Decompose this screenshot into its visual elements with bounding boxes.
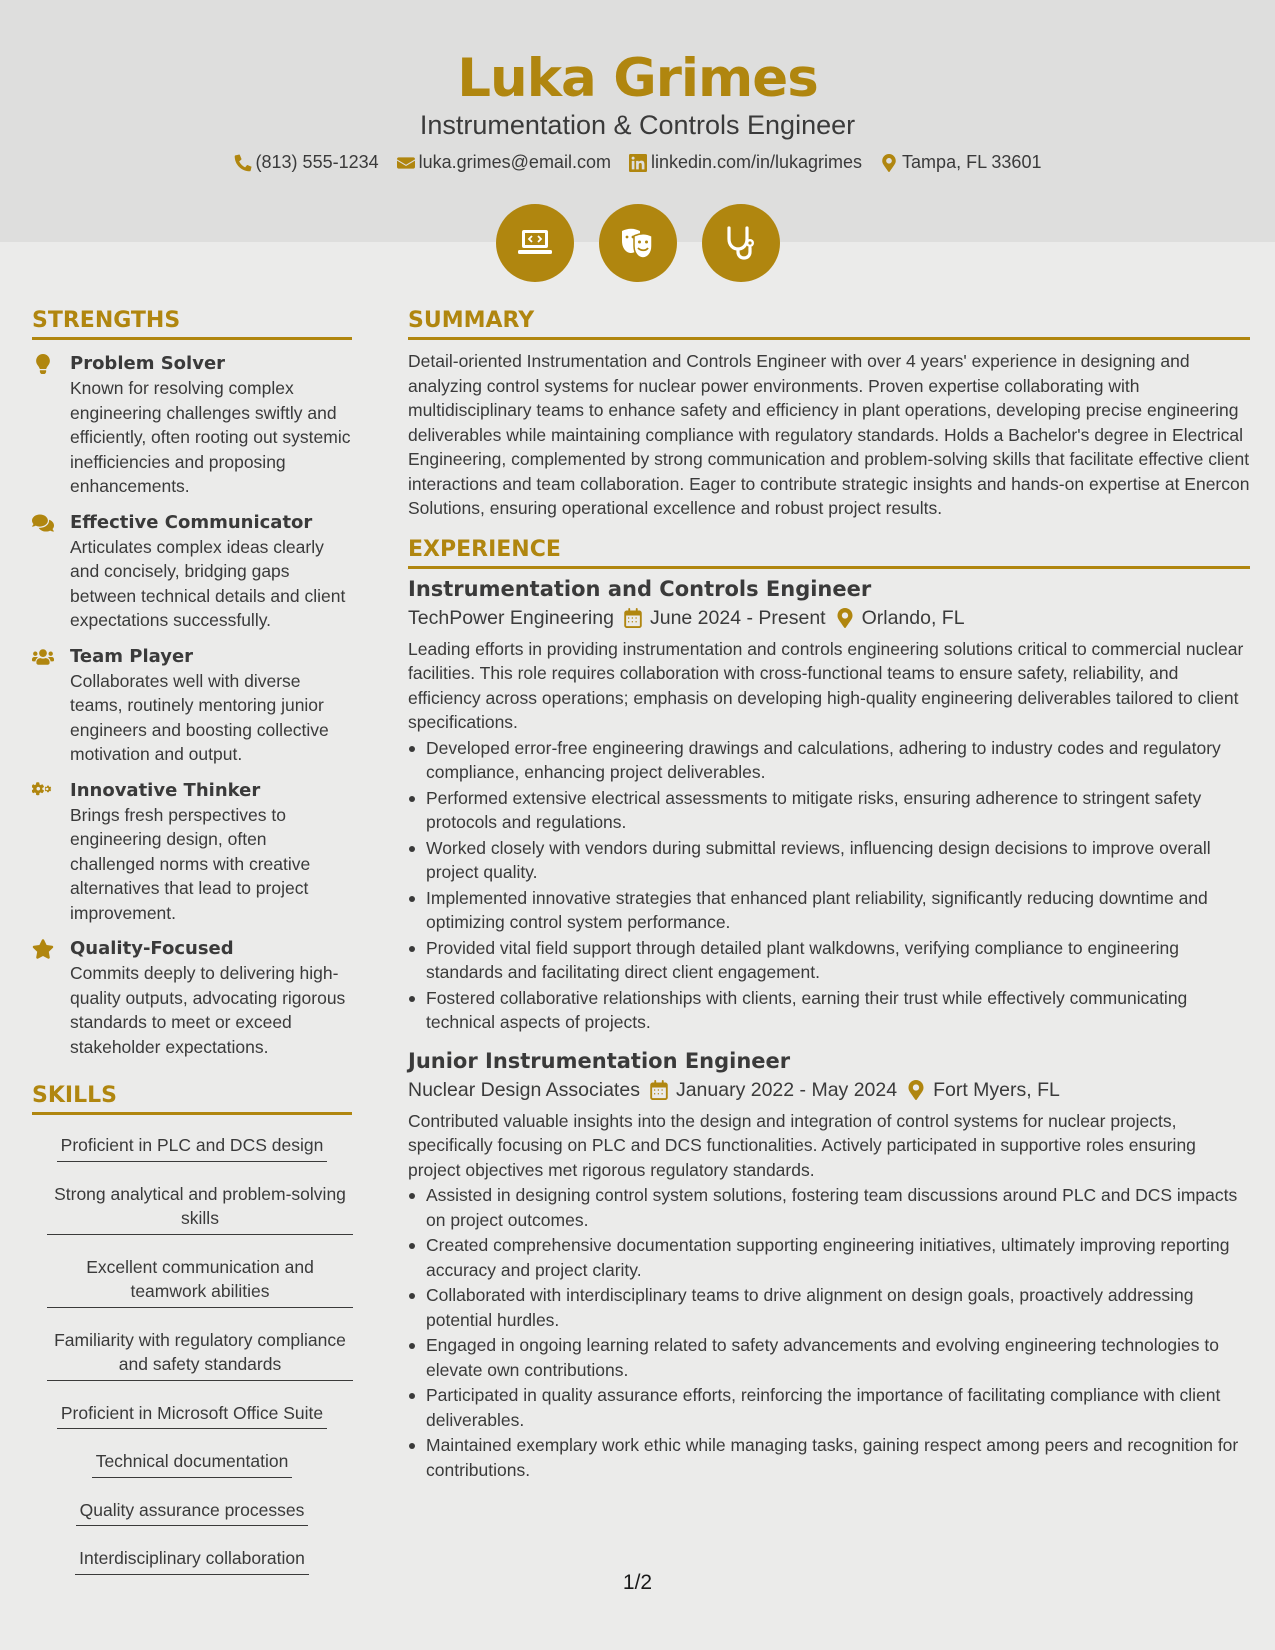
job-location: Fort Myers, FL <box>933 1078 1060 1101</box>
strength-title: Problem Solver <box>70 353 226 374</box>
strength-title: Team Player <box>70 645 194 667</box>
job-location: Orlando, FL <box>861 606 965 629</box>
strength-desc: Commits deeply to delivering high-quality outputs, advocating rigorous standards to meet or exceed stakeholder expectations. <box>70 963 346 1057</box>
skill-item: Excellent communication and teamwork abilities <box>39 1255 345 1310</box>
strengths-heading: STRENGTHS <box>32 308 352 340</box>
bullet-item: Implemented innovative strategies that enhanced plant reliability, significantly reducing downtime and optimizing control system performance. <box>408 886 1250 935</box>
map-marker-icon <box>907 1080 925 1100</box>
comments-icon <box>32 513 54 533</box>
candidate-name: Luka Grimes <box>457 48 818 109</box>
phone-text: (813) 555-1234 <box>255 152 379 172</box>
calendar-icon <box>624 608 642 628</box>
linkedin-icon <box>629 154 647 172</box>
bullet-item: Engaged in ongoing learning related to safety advancements and evolving engineering technologies to elevate own contributions. <box>408 1333 1250 1382</box>
contact-bar <box>0 152 1275 173</box>
skill-item: Proficient in Microsoft Office Suite <box>39 1401 345 1432</box>
skill-item: Interdisciplinary collaboration <box>39 1546 345 1577</box>
job-dates: January 2022 - May 2024 <box>675 1078 898 1101</box>
strength-desc: Known for resolving complex engineering challenges swiftly and efficiently, often rooting out systemic inefficiencies and proposing enhancements. <box>70 378 351 496</box>
contact-linkedin[interactable] <box>629 152 862 173</box>
job-company: TechPower Engineering <box>408 606 614 629</box>
strength-title: Innovative Thinker <box>70 779 261 801</box>
candidate-role: Instrumentation & Controls Engineer <box>419 110 856 140</box>
interest-icons <box>0 204 1275 282</box>
page-number: 1/2 <box>622 1571 653 1594</box>
email-text: luka.grimes@email.com <box>418 152 611 172</box>
users-icon <box>32 647 54 667</box>
map-marker-icon <box>880 154 898 172</box>
job-dates: June 2024 - Present <box>649 606 826 629</box>
cogs-icon <box>32 781 54 801</box>
bullet-item: Fostered collaborative relationships with clients, earning their trust while effectively communicating technical aspects of projects. <box>408 986 1250 1035</box>
bullet-item: Assisted in designing control system solutions, fostering team discussions around PLC and DCS impacts on project outcomes. <box>408 1183 1250 1232</box>
contact-phone[interactable] <box>234 152 379 173</box>
strength-desc: Collaborates well with diverse teams, routinely mentoring junior engineers and boosting collective motivation and output. <box>70 670 329 764</box>
job-title: Junior Instrumentation Engineer <box>408 1048 791 1073</box>
location-text: Tampa, FL 33601 <box>902 152 1042 172</box>
strength-title: Quality-Focused <box>70 938 234 959</box>
left-column <box>32 308 352 1577</box>
summary-heading: SUMMARY <box>408 308 1250 340</box>
strength-item <box>32 511 352 633</box>
job-description: Contributed valuable insights into the design and integration of control systems for nuclear projects, specifically focusing on PLC and DCS functionalities. Actively participated in supportive roles ensuring project objectives met rigorous regulatory standards. <box>408 1110 1196 1180</box>
strength-item <box>32 937 352 1059</box>
job-bullets <box>408 736 1250 1035</box>
phone-icon <box>234 154 252 172</box>
lightbulb-icon <box>32 354 54 374</box>
bullet-item: Maintained exemplary work ethic while managing tasks, gaining respect among peers and recognition for contributions. <box>408 1433 1250 1482</box>
job-company: Nuclear Design Associates <box>408 1078 640 1101</box>
skill-item: Strong analytical and problem-solving skills <box>39 1182 345 1237</box>
bullet-item: Collaborated with interdisciplinary teams to drive alignment on design goals, proactively addressing potential hurdles. <box>408 1283 1250 1332</box>
strength-title: Effective Communicator <box>70 511 313 533</box>
strength-desc: Articulates complex ideas clearly and concisely, bridging gaps between technical details and client expectations successfully. <box>70 536 346 630</box>
envelope-icon <box>397 154 415 172</box>
experience-heading: EXPERIENCE <box>408 537 1250 569</box>
skill-item: Technical documentation <box>39 1449 345 1480</box>
skill-item: Quality assurance processes <box>39 1498 345 1529</box>
bullet-item: Developed error-free engineering drawings and calculations, adhering to industry codes and regulatory compliance, enhancing project deliverables. <box>408 736 1250 785</box>
theater-masks-icon <box>599 204 677 282</box>
job-title: Instrumentation and Controls Engineer <box>408 576 872 601</box>
job-meta <box>408 607 1250 630</box>
strength-item <box>32 779 352 926</box>
bullet-item: Participated in quality assurance efforts, reinforcing the importance of facilitating compliance with client deliverables. <box>408 1383 1250 1432</box>
stethoscope-icon <box>702 204 780 282</box>
contact-email[interactable] <box>397 152 611 173</box>
star-icon <box>32 939 54 959</box>
calendar-icon <box>650 1080 668 1100</box>
bullet-item: Worked closely with vendors during submittal reviews, influencing design decisions to improve overall project quality. <box>408 836 1250 885</box>
summary-text: Detail-oriented Instrumentation and Controls Engineer with over 4 years' experience in designing and analyzing control systems for nuclear power environments. Proven expertise collaborating with multidisciplinary teams to enhance safety and efficiency in plant operations, developing precise engineering deliverables while maintaining compliance with regulatory standards. Holds a Bachelor's degree in Electrical Engineering, complemented by strong communication and problem-solving skills that facilitate effective client interactions and team collaboration. Eager to contribute strategic insights and hands-on expertise at Enercon Solutions, ensuring operational excellence and robust project results. <box>408 351 1250 518</box>
job-meta <box>408 1079 1250 1102</box>
job-entry <box>408 577 1250 1035</box>
job-entry <box>408 1049 1250 1483</box>
strength-item <box>32 645 352 767</box>
bullet-item: Performed extensive electrical assessments to mitigate risks, ensuring adherence to stringent safety protocols and regulations. <box>408 786 1250 835</box>
contact-location <box>880 152 1041 173</box>
skill-item: Proficient in PLC and DCS design <box>39 1133 345 1164</box>
job-description: Leading efforts in providing instrumentation and controls engineering solutions critical to commercial nuclear facilities. This role requires collaboration with cross-functional teams to ensure safety, reliability, and efficiency across operations; emphasis on developing high-quality engineering deliverables tailored to client specifications. <box>408 638 1244 732</box>
map-marker-icon <box>836 608 854 628</box>
skills-heading: SKILLS <box>32 1083 352 1115</box>
strength-desc: Brings fresh perspectives to engineering design, often challenged norms with creative alternatives that lead to project improvement. <box>70 804 311 923</box>
skill-item: Familiarity with regulatory compliance and safety standards <box>39 1328 345 1383</box>
strength-item <box>32 352 352 499</box>
laptop-code-icon <box>496 204 574 282</box>
linkedin-text: linkedin.com/in/lukagrimes <box>650 152 863 172</box>
job-bullets <box>408 1183 1250 1482</box>
bullet-item: Provided vital field support through detailed plant walkdowns, verifying compliance to engineering standards and facilitating direct client engagement. <box>408 936 1250 985</box>
right-column <box>408 308 1250 1482</box>
bullet-item: Created comprehensive documentation supporting engineering initiatives, ultimately improving reporting accuracy and project clarity. <box>408 1233 1250 1282</box>
